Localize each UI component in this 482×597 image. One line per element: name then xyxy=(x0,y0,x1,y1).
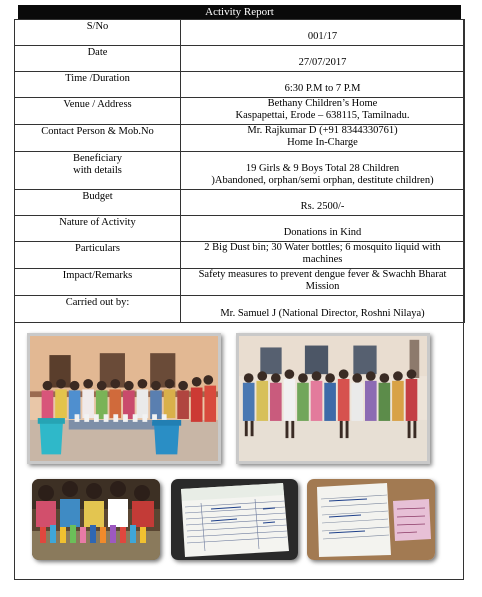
label-impact: Impact/Remarks xyxy=(15,269,181,296)
value-nature: Donations in Kind xyxy=(181,216,465,242)
label-carried-out: Carried out by: xyxy=(15,296,181,323)
value-sno: 001/17 xyxy=(181,20,465,46)
contact-line-1: Mr. Rajkumar D (+91 8344330761) xyxy=(247,125,398,136)
photo-group-outdoor xyxy=(236,333,430,464)
details-table xyxy=(14,19,465,323)
table-row xyxy=(15,20,465,46)
contact-line-2: Home In-Charge xyxy=(287,137,358,148)
value-contact xyxy=(181,125,465,152)
label-nature: Nature of Activity xyxy=(15,216,181,242)
photo-group-with-dustbins xyxy=(27,333,221,464)
value-impact xyxy=(181,269,465,296)
table-row xyxy=(15,46,465,72)
table-row xyxy=(15,269,465,296)
beneficiary-label-line-1: Beneficiary xyxy=(73,153,122,164)
table-row xyxy=(15,125,465,152)
table-row xyxy=(15,72,465,98)
label-sno: S/No xyxy=(15,20,181,46)
impact-line-2: Mission xyxy=(305,281,340,292)
venue-line-1: Bethany Children’s Home xyxy=(267,98,378,109)
venue-line-2: Kaspapettai, Erode – 638115, Tamilnadu. xyxy=(235,110,410,121)
table-row xyxy=(15,242,465,269)
label-date: Date xyxy=(15,46,181,72)
table-row xyxy=(15,98,465,125)
beneficiary-line-1: 19 Girls & 9 Boys Total 28 Children xyxy=(245,163,400,174)
value-carried-out: Mr. Samuel J (National Director, Roshni Nilaya) xyxy=(181,296,465,323)
label-particulars: Particulars xyxy=(15,242,181,269)
particulars-line-1: 2 Big Dust bin; 30 Water bottles; 6 mosquito liquid with xyxy=(204,242,441,253)
table-row xyxy=(15,216,465,242)
value-venue xyxy=(181,98,465,125)
table-row xyxy=(15,152,465,190)
label-budget: Budget xyxy=(15,190,181,216)
photo-receipt-bill xyxy=(171,479,298,560)
label-venue: Venue / Address xyxy=(15,98,181,125)
beneficiary-line-2: )Abandoned, orphan/semi orphan, destitute children) xyxy=(211,175,434,186)
value-date: 27/07/2017 xyxy=(181,46,465,72)
label-time: Time /Duration xyxy=(15,72,181,98)
value-budget: Rs. 2500/- xyxy=(181,190,465,216)
photo-receipt-slips xyxy=(307,479,435,560)
particulars-line-2: machines xyxy=(302,254,343,265)
label-contact: Contact Person & Mob.No xyxy=(15,125,181,152)
impact-line-1: Safety measures to prevent dengue fever & Swachh Bharat xyxy=(198,269,447,280)
value-time: 6:30 P.M to 7 P.M xyxy=(181,72,465,98)
value-particulars xyxy=(181,242,465,269)
photo-children-with-bottles xyxy=(32,479,160,560)
table-row xyxy=(15,190,465,216)
beneficiary-label-line-2: with details xyxy=(73,165,122,176)
report-title: Activity Report xyxy=(18,5,461,19)
table-row xyxy=(15,296,465,323)
value-beneficiary xyxy=(181,152,465,190)
label-beneficiary xyxy=(15,152,181,190)
